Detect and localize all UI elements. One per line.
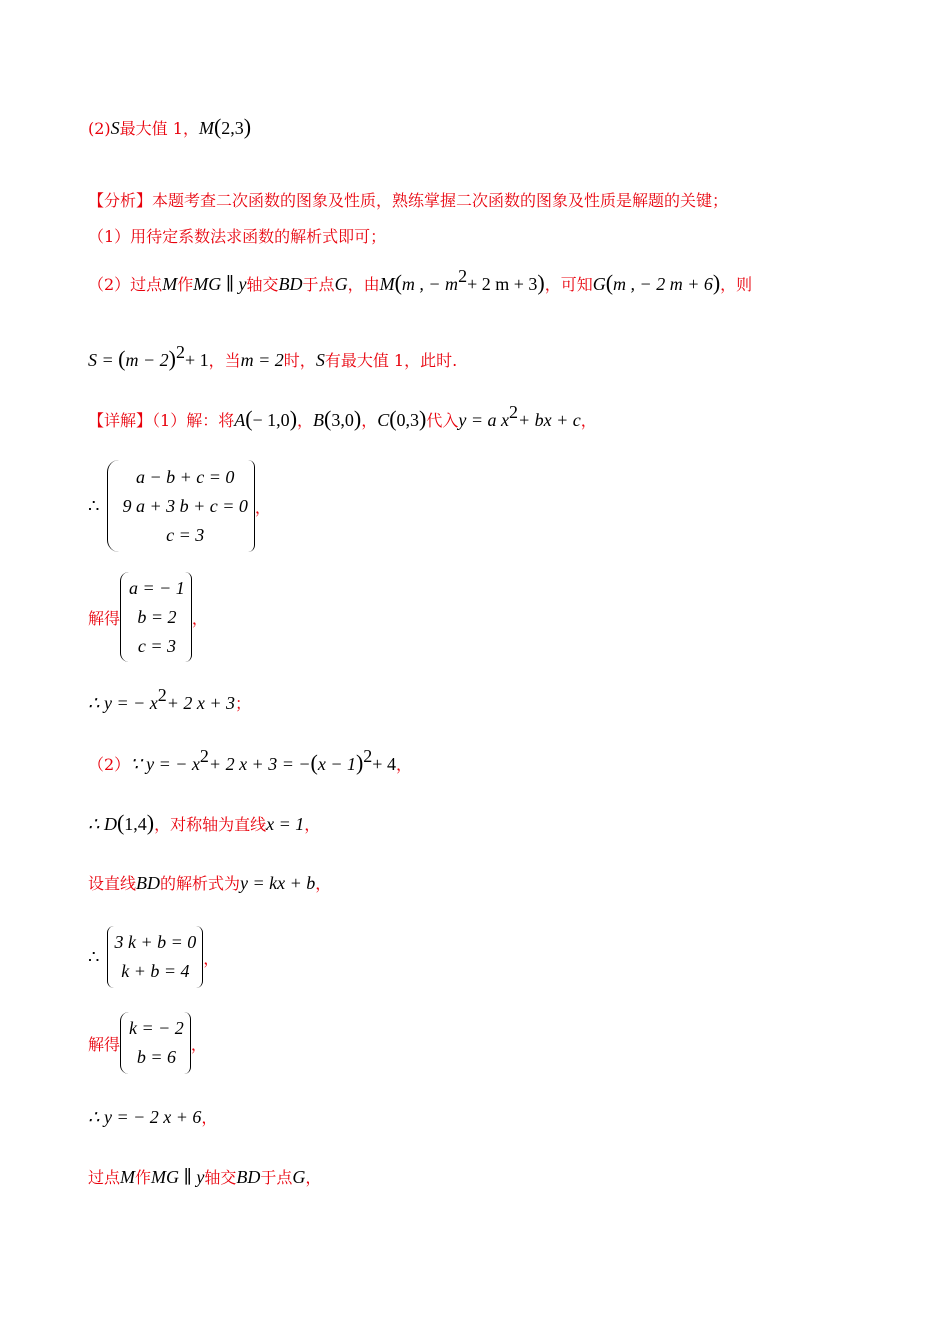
var: G xyxy=(292,1167,306,1187)
system-rows xyxy=(129,574,185,661)
text: 轴交 xyxy=(246,275,279,294)
text: 于点 xyxy=(260,1168,293,1187)
text: ， xyxy=(297,411,314,430)
exponent: 2 xyxy=(458,266,468,286)
analysis-step-2 xyxy=(88,266,753,296)
analysis-text: 本题考查二次函数的图象及性质，熟练掌握二次函数的图象及性质是解题的关键； xyxy=(152,191,729,210)
analysis-tag: 【分析】 xyxy=(88,191,153,210)
expr: m = 2 xyxy=(240,350,284,370)
expr: y = kx + b xyxy=(240,873,316,893)
solved-label: 解得 xyxy=(88,1034,121,1054)
equation-system-4 xyxy=(88,1012,207,1074)
paren: ) xyxy=(537,270,545,295)
equation-row: a = − 1 xyxy=(129,577,185,598)
equation-row: k + b = 4 xyxy=(121,961,190,981)
equation-system-2 xyxy=(88,572,208,662)
result-2 xyxy=(88,1106,217,1129)
expr: y = a x xyxy=(458,410,510,430)
equation-system-1 xyxy=(88,460,271,552)
expr: ∴ D xyxy=(88,814,117,834)
var-g: G xyxy=(592,274,606,294)
solved-label: 解得 xyxy=(88,608,121,628)
expr: ∴ y = − x xyxy=(88,693,158,713)
var: BD xyxy=(136,873,161,893)
paren: ( xyxy=(118,346,126,371)
equation-row: 9 a + 3 b + c = 0 xyxy=(122,495,248,516)
var: S xyxy=(315,350,325,370)
left-brace xyxy=(120,572,129,662)
text: 过点 xyxy=(88,1168,121,1187)
paren: ) xyxy=(419,406,427,431)
var: A xyxy=(234,410,246,430)
analysis-line xyxy=(88,190,728,212)
paren: ) xyxy=(243,114,252,139)
text: 设直线 xyxy=(88,874,137,893)
detail-tag: 【详解】 xyxy=(88,411,153,430)
text: ， xyxy=(315,874,332,893)
expr: + 2 m + 3 xyxy=(467,274,538,294)
exponent: 2 xyxy=(509,402,519,422)
paren: ) xyxy=(353,406,362,431)
text: ，当 xyxy=(208,351,241,370)
text: （2） xyxy=(88,755,131,774)
text: ； xyxy=(235,694,252,713)
paren: ( xyxy=(605,270,614,295)
text: 有最大值 1，此时. xyxy=(324,351,458,370)
paren: ( xyxy=(389,406,397,431)
analysis-step-1: （1）用待定系数法求函数的解析式即可； xyxy=(88,227,387,246)
result-1 xyxy=(88,685,252,715)
paren: ) xyxy=(712,270,721,295)
equation-row: b = 6 xyxy=(136,1047,176,1067)
punct: ， xyxy=(203,948,220,968)
left-brace xyxy=(120,1012,129,1074)
text: ， xyxy=(361,411,378,430)
expr: x = 1 xyxy=(266,814,305,834)
last-line xyxy=(88,1166,321,1189)
paren: ) xyxy=(168,346,176,371)
system-rows xyxy=(129,1014,184,1072)
expr: + 2 x + 3 = − xyxy=(208,754,311,774)
detail-intro xyxy=(88,402,597,432)
expr: + 1 xyxy=(184,350,209,370)
paren: ( xyxy=(213,114,222,139)
point: − 1,0 xyxy=(252,410,290,430)
var: B xyxy=(313,410,325,430)
paren: ) xyxy=(289,406,298,431)
part-2-expr xyxy=(88,746,412,776)
text: ， xyxy=(580,411,597,430)
system-rows xyxy=(122,463,247,550)
var: G xyxy=(334,274,348,294)
var: BD xyxy=(236,1167,261,1187)
exponent: 2 xyxy=(175,342,185,362)
text: ， xyxy=(201,1108,218,1127)
equation-row: b = 2 xyxy=(137,606,177,627)
paren: ( xyxy=(324,406,332,431)
exponent: 2 xyxy=(199,746,209,766)
right-brace xyxy=(248,460,255,552)
therefore-symbol: ∴ xyxy=(88,946,100,967)
point: 3,0 xyxy=(331,410,354,430)
text: ， xyxy=(304,815,321,834)
var: M xyxy=(162,274,178,294)
text: ，由 xyxy=(347,275,380,294)
text: （2）过点 xyxy=(88,275,163,294)
system-rows xyxy=(114,928,196,986)
punct: ， xyxy=(254,497,271,517)
part-label: (2) xyxy=(88,119,111,138)
parallel-symbol: ∥ xyxy=(179,1167,197,1187)
point-m: 2,3 xyxy=(221,118,244,138)
var: M xyxy=(120,1167,136,1187)
paren: ( xyxy=(116,810,125,835)
max-text: 最大值 1， xyxy=(119,119,199,138)
text: 时， xyxy=(283,351,316,370)
var: C xyxy=(377,410,390,430)
paren: ( xyxy=(245,406,253,431)
text: 代入 xyxy=(426,411,459,430)
var-m: M xyxy=(198,118,214,138)
vertex-line xyxy=(88,812,320,836)
expr: m − 2 xyxy=(125,350,169,370)
expr: S = xyxy=(88,350,119,370)
text: ，对称轴为直线 xyxy=(154,815,267,834)
paren: ( xyxy=(310,750,318,775)
equation-row: a − b + c = 0 xyxy=(135,466,235,487)
text: 作 xyxy=(177,275,194,294)
expr: + 4 xyxy=(372,754,396,774)
expr: ∴ y = − 2 x + 6 xyxy=(88,1107,202,1127)
right-brace xyxy=(185,572,192,662)
paren: ( xyxy=(394,270,402,295)
equation-row: k = − 2 xyxy=(129,1018,184,1038)
equation-row: 3 k + b = 0 xyxy=(114,932,197,952)
exponent: 2 xyxy=(157,685,167,705)
answer-line-2 xyxy=(88,116,251,140)
left-brace xyxy=(107,460,122,552)
punct: ， xyxy=(191,608,208,628)
equation-system-3 xyxy=(88,926,219,988)
var: y xyxy=(196,1167,205,1187)
right-brace xyxy=(196,926,203,988)
text: （1）解：将 xyxy=(152,411,235,430)
text: 于点 xyxy=(302,275,335,294)
text: 作 xyxy=(135,1168,152,1187)
var-m: M xyxy=(379,274,395,294)
line-bd-def xyxy=(88,872,331,895)
expr: x − 1 xyxy=(317,754,356,774)
expr: m , − 2 m + 6 xyxy=(613,274,713,294)
expr: + 2 x + 3 xyxy=(166,693,236,713)
exponent: 2 xyxy=(363,746,373,766)
var: MG xyxy=(151,1167,180,1187)
punct: ， xyxy=(190,1034,207,1054)
expr: m , − m xyxy=(401,274,459,294)
right-brace xyxy=(184,1012,191,1074)
parallel-symbol: ∥ xyxy=(221,274,239,294)
var: y xyxy=(238,274,247,294)
text: 轴交 xyxy=(204,1168,237,1187)
paren: ) xyxy=(146,810,155,835)
expr: ∵ y = − x xyxy=(130,754,200,774)
text: ，可知 xyxy=(544,275,593,294)
var-s: S xyxy=(110,118,120,138)
point: 1,4 xyxy=(124,814,147,834)
analysis-s-expr xyxy=(88,342,458,372)
text: 的解析式为 xyxy=(160,874,241,893)
point: 0,3 xyxy=(396,410,420,430)
equation-row: c = 3 xyxy=(166,524,205,545)
equation-row: c = 3 xyxy=(137,635,176,656)
therefore-symbol: ∴ xyxy=(88,495,100,516)
text: ， xyxy=(395,755,412,774)
paren: ) xyxy=(355,750,364,775)
var: MG xyxy=(193,274,222,294)
expr: + bx + c xyxy=(518,410,581,430)
text: ， xyxy=(305,1168,322,1187)
var: BD xyxy=(278,274,303,294)
text: ，则 xyxy=(720,275,753,294)
